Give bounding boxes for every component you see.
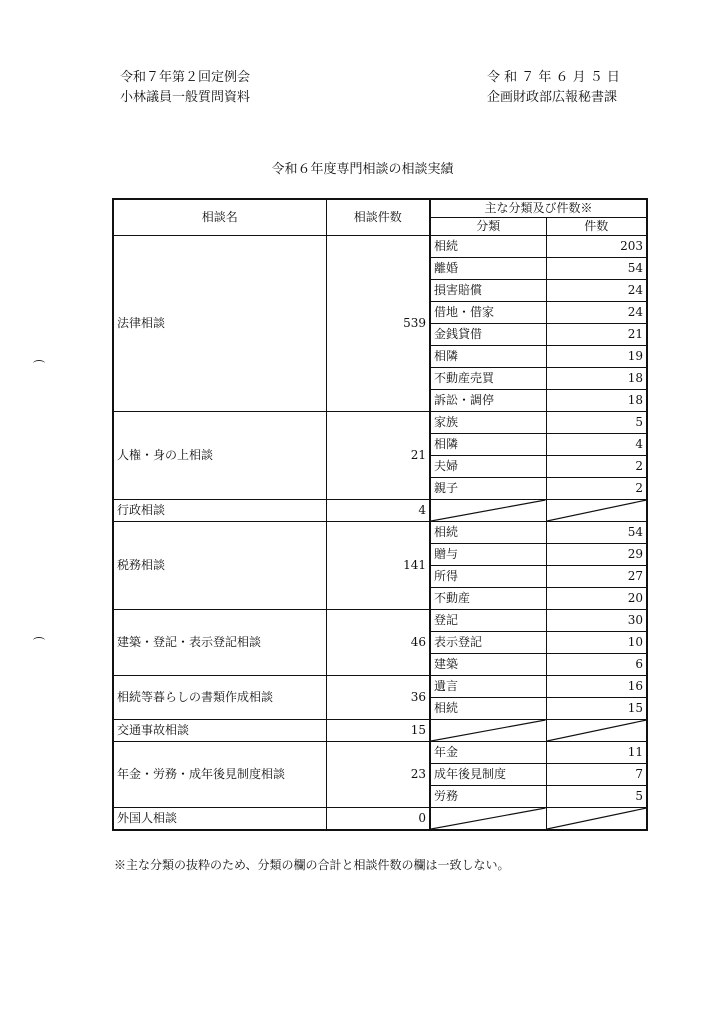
table-row [113, 236, 647, 258]
category-label: 労務 [430, 786, 546, 808]
category-cases: 5 [546, 786, 647, 808]
header-main-categories: 主な分類及び件数※ [430, 199, 647, 218]
table-row [113, 720, 647, 742]
table-row [113, 522, 647, 544]
consultation-count: 539 [326, 236, 430, 412]
category-cases: 24 [546, 280, 647, 302]
category-cases: 54 [546, 522, 647, 544]
department-label: 企画財政部広報秘書課 [487, 90, 618, 105]
category-cases: 54 [546, 258, 647, 280]
category-cases: 10 [546, 632, 647, 654]
header-right [487, 68, 620, 108]
category-cases: 19 [546, 346, 647, 368]
category-label: 所得 [430, 566, 546, 588]
consultation-count: 4 [326, 500, 430, 522]
category-cases: 20 [546, 588, 647, 610]
category-cases: 203 [546, 236, 647, 258]
consultation-count: 15 [326, 720, 430, 742]
scan-mark [33, 637, 45, 644]
table-row [113, 676, 647, 698]
category-label: 登記 [430, 610, 546, 632]
empty-category-slash [430, 808, 546, 831]
header-cases: 件数 [546, 218, 647, 236]
category-label: 不動産売買 [430, 368, 546, 390]
consultation-count: 0 [326, 808, 430, 831]
meeting-label: 令和７年第２回定例会 [120, 70, 251, 85]
material-label: 小林議員一般質問資料 [120, 90, 251, 105]
consultation-count: 36 [326, 676, 430, 720]
category-label: 家族 [430, 412, 546, 434]
category-label: 贈与 [430, 544, 546, 566]
category-label: 訴訟・調停 [430, 390, 546, 412]
category-label: 不動産 [430, 588, 546, 610]
consultation-name: 人権・身の上相談 [113, 412, 326, 500]
consultation-count: 141 [326, 522, 430, 610]
empty-cases-slash [546, 500, 647, 522]
category-cases: 6 [546, 654, 647, 676]
category-cases: 21 [546, 324, 647, 346]
category-label: 相隣 [430, 346, 546, 368]
category-label: 相続 [430, 698, 546, 720]
consultation-name: 法律相談 [113, 236, 326, 412]
category-cases: 11 [546, 742, 647, 764]
table-row [113, 500, 647, 522]
category-label: 夫婦 [430, 456, 546, 478]
category-cases: 5 [546, 412, 647, 434]
category-cases: 30 [546, 610, 647, 632]
category-label: 表示登記 [430, 632, 546, 654]
category-cases: 15 [546, 698, 647, 720]
category-label: 相隣 [430, 434, 546, 456]
consultation-name: 建築・登記・表示登記相談 [113, 610, 326, 676]
table-row [113, 610, 647, 632]
table-row [113, 742, 647, 764]
header-left [120, 68, 250, 108]
category-label: 相続 [430, 522, 546, 544]
table-row [113, 412, 647, 434]
footnote: ※主な分類の抜粋のため、分類の欄の合計と相談件数の欄は一致しない。 [114, 858, 510, 872]
consultation-name: 年金・労務・成年後見制度相談 [113, 742, 326, 808]
consultation-name: 行政相談 [113, 500, 326, 522]
category-label: 金銭貸借 [430, 324, 546, 346]
consultation-count: 21 [326, 412, 430, 500]
category-label: 離婚 [430, 258, 546, 280]
document-date: 令 和 ７ 年 ６ 月 ５ 日 [487, 70, 620, 85]
category-label: 親子 [430, 478, 546, 500]
category-cases: 29 [546, 544, 647, 566]
consultation-count: 46 [326, 610, 430, 676]
consultation-table [112, 198, 648, 831]
category-cases: 16 [546, 676, 647, 698]
category-label: 遺言 [430, 676, 546, 698]
empty-cases-slash [546, 720, 647, 742]
empty-cases-slash [546, 808, 647, 831]
category-label: 相続 [430, 236, 546, 258]
empty-category-slash [430, 500, 546, 522]
header-consultation-count: 相談件数 [326, 199, 430, 236]
consultation-name: 交通事故相談 [113, 720, 326, 742]
category-label: 借地・借家 [430, 302, 546, 324]
category-cases: 18 [546, 368, 647, 390]
category-cases: 18 [546, 390, 647, 412]
table-row [113, 808, 647, 831]
category-label: 損害賠償 [430, 280, 546, 302]
category-cases: 7 [546, 764, 647, 786]
header-category: 分類 [430, 218, 546, 236]
category-label: 成年後見制度 [430, 764, 546, 786]
scan-mark [33, 360, 45, 367]
page-title: 令和６年度専門相談の相談実績 [271, 162, 454, 177]
consultation-name: 外国人相談 [113, 808, 326, 831]
empty-category-slash [430, 720, 546, 742]
consultation-name: 相続等暮らしの書類作成相談 [113, 676, 326, 720]
category-label: 建築 [430, 654, 546, 676]
category-cases: 2 [546, 456, 647, 478]
category-cases: 4 [546, 434, 647, 456]
category-cases: 24 [546, 302, 647, 324]
category-cases: 2 [546, 478, 647, 500]
consultation-name: 税務相談 [113, 522, 326, 610]
category-label: 年金 [430, 742, 546, 764]
header-consultation-name: 相談名 [113, 199, 326, 236]
category-cases: 27 [546, 566, 647, 588]
consultation-count: 23 [326, 742, 430, 808]
